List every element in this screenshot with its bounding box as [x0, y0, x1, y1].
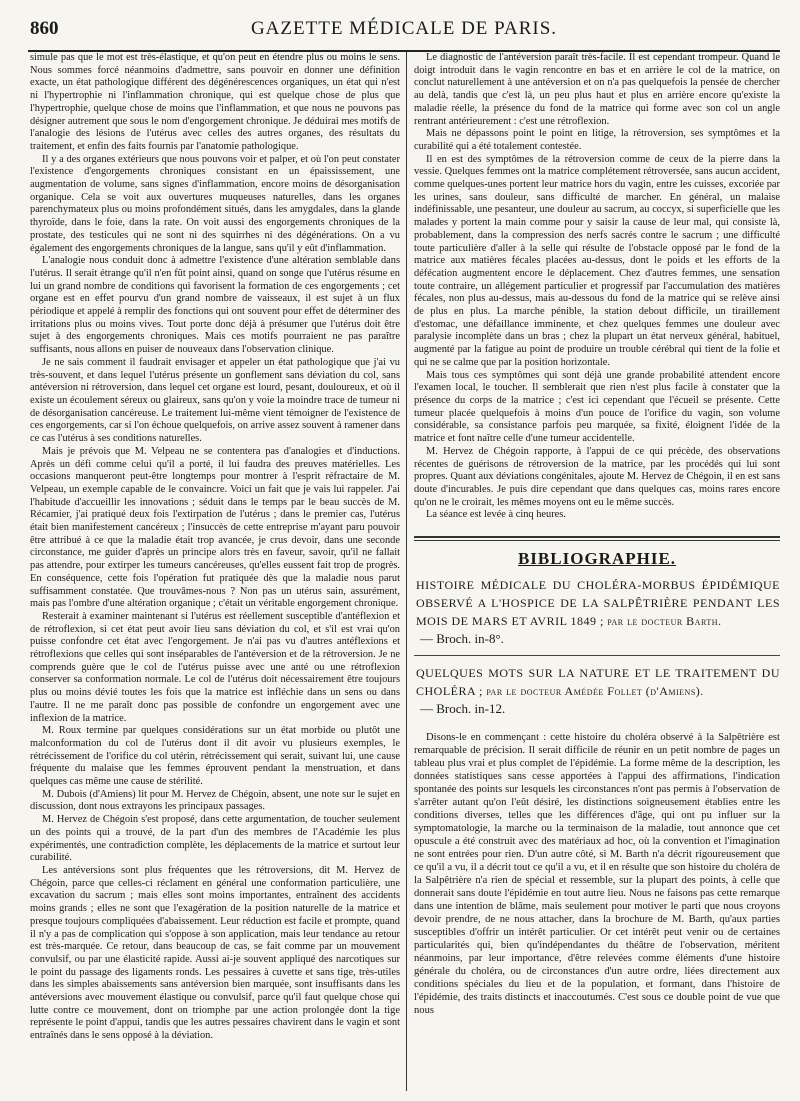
right-column	[414, 52, 780, 1095]
journal-title: GAZETTE MÉDICALE DE PARIS.	[250, 18, 558, 39]
entry-title: QUELQUES MOTS SUR LA NATURE ET LE TRAITEMENT DU CHOLÉRA ; par le docteur Amédée Follet (d'Amiens).	[416, 665, 780, 698]
paragraph: Mais ne dépassons point le point en litige, la rétroversion, ses symptômes et la curabilité qui a été totalement contestée.	[414, 128, 780, 152]
bibliography-entry	[414, 664, 780, 717]
entry-format: — Broch. in-12.	[420, 700, 506, 716]
left-column	[30, 52, 400, 1095]
bibliography-review	[414, 731, 780, 1017]
paragraph: M. Hervez de Chégoin s'est proposé, dans cette argumentation, de toucher seulement un des points qui a trouvé, de la part d'un des membres de l'Académie les plus expérimentés, une contradiction complète, les déplacements de la matrice et surtout leur curabilité.	[30, 814, 400, 864]
paragraph: simule pas que le mot est très-élastique, et qu'on peut en étendre plus ou moins le sens. Nous sommes forcé néanmoins d'admettre, sans pouvoir en donner une définition exacte, un état pathologique différent des dégénérescences organiques, un état qui n'est ni l'hypertrophie ni l'inflammation chronique, qui est quelque chose de plus que l'hypertrophie, quelque chose de moins que l'inflammation, et que nous ne pouvons pas désigner autrement que sous le nom d'engorgement chronique. Je déduirai mes motifs de l'analogie des lésions de l'utérus avec celles des autres organes, des résultats du traitement, et enfin des faits fournis par l'anatomie pathologique.	[30, 52, 400, 152]
session-closing: La séance est levée à cinq heures.	[426, 509, 566, 521]
entry-format: — Broch. in-8°.	[420, 630, 504, 646]
paragraph: Les antéversions sont plus fréquentes que les rétroversions, dit M. Hervez de Chégoin, parce que celles-ci réclament en général une conformation particulière, une excavation du sacrum ; mais elles sont moins importantes, entraînent des accidents moins grands ; elles ne sont que l'exagération de la position naturelle de la matrice et presque toujours compliquées d'abaissement. Leur réduction est facile et prompte, quand il n'y a pas de complication qui s'oppose à son application, mais leur tendance au retour est très-marquée. Ce retour, dans beaucoup de cas, se fait comme par un mouvement convulsif, ou par une élasticité rapide. Aussi ai-je souvent appliqué des narcotiques sur le point du passage des ligaments ronds. Les pessaires à cuvette et sans tige, très-utiles dans les simples abaissements sans antéversion bien marquée, sont insuffisants dans les antéversions avec mouvement élastique ou convulsif, parce qu'il faut quelque chose qui lutte contre ce mouvement, dont on triomphe par une action prolongée dont la tige représente le point d'appui, tandis que les autres pessaires chavirent dans le vagin et sont entraînés dans le sens opposé à la déviation.	[30, 865, 400, 1042]
paragraph: M. Hervez de Chégoin rapporte, à l'appui de ce qui précède, des observations récentes de guérisons de rétroversion de la matrice, par les procédés qui lui sont propres. Quant aux déviations congénitales, ajoute M. Hervez de Chégoin, il en est sans doute d'incurables. Je puis dire cependant que dans quelques cas, moins rares encore qu'on ne le croirait, les mêmes moyens ont eu le même succès.	[414, 445, 780, 508]
paragraph: M. Roux termine par quelques considérations sur un état morbide ou plutôt une malconformation du col de l'utérus dont il dit avoir vu plusieurs exemples, le rétrécissement de l'orifice du col utérin, rétrécissement qui serait, suivant lui, une cause fréquente du malaise que les femmes éprouvent pendant la menstruation, et dans quelques cas même une cause de stérilité.	[30, 725, 400, 788]
paragraph: Mais tous ces symptômes qui sont déjà une grande probabilité attendent encore l'examen local, le toucher. Il semblerait que rien n'est plus facile à constater que la présence du corps de la matrice ; c'est ici cependant que l'écueil se présente. Cette tumeur placée quelquefois à moins d'un pouce de l'orifice du vagin, son volume considérable, sa consistance parfois peu marquée, sa fixité, éloignent l'idée de la matrice et font naître celle d'une tumeur accidentelle.	[414, 369, 780, 445]
paragraph: M. Dubois (d'Amiens) lit pour M. Hervez de Chégoin, absent, une note sur le sujet en discussion, dont nous extrayons les principaux passages.	[30, 788, 400, 813]
bibliography-entry	[414, 576, 780, 647]
entry-divider	[414, 655, 780, 656]
entry-title: HISTOIRE MÉDICALE DU CHOLÉRA-MORBUS ÉPIDÉMIQUE OBSERVÉ A L'HOSPICE DE LA SALPÊTRIÈRE PENDANT LES MOIS DE MARS ET AVRIL 1849 ; par le docteur Barth.	[416, 577, 780, 628]
paragraph: Je ne sais comment il faudrait envisager et appeler un état pathologique que j'ai vu très-souvent, et dans lequel l'utérus présente un gonflement sans déviation du col, sans antéversion ni rétroversion, dans lequel cet organe est lourd, pesant, douloureux, et où il existe un écoulement séreux ou glaireux, sans qu'on y voie la moindre trace de tumeur ni de désorganisation cancéreuse. Le traitement lui-même vient témoigner de l'existence de ces engorgements, car si l'on échoue quelquefois, on arrive assez souvent à ramener dans ce cas l'utérus à ses conditions naturelles.	[30, 356, 400, 445]
column-divider	[406, 52, 407, 1091]
section-separator	[414, 536, 780, 541]
paragraph: Il y a des organes extérieurs que nous pouvons voir et palper, et où l'on peut constater l'existence d'engorgements chroniques consistant en un épaississement, une augmentation de volume, sans signes d'inflammation, encore moins de désorganisation organique. Cela se voit aux ouvertures muqueuses naturelles, dans les organes parenchymateux plus ou moins profondément situés, dans les amygdales, dans la glande thyroïde, dans le foie, dans la rate. On voit aussi des engorgements chroniques de la prostate, des testicules qui ne sont ni des squirrhes ni des dégénérations. On a vu également des engorgements chroniques de la langue, sans qu'il y eût d'inflammation.	[30, 153, 400, 254]
paragraph: Mais je prévois que M. Velpeau ne se contentera pas d'analogies et d'inductions. Après un défi comme celui qu'il a porté, il lui faudra des preuves matérielles. Les occasions manqueront peut-être longtemps pour montrer à l'esprit réfractaire de M. Velpeau, un exemple capable de le convaincre. Voici un fait que je vais lui rappeler. J'ai l'habitude d'accueillir les innovations ; séduit dans le temps par le beau succès de M. Récamier, j'ai pratiqué deux fois l'extirpation de l'utérus ; dans le premier cas, l'utérus était bien manifestement cancéreux ; l'insuccès de cette entreprise m'ayant paru pouvoir être attribué à ce que la maladie était trop avancée, je crus devoir, dans une seconde circonstance, me guider d'après un principe alors très en faveur, savoir, qu'il ne fallait pas attendre, pour extirper les tumeurs cancéreuses, qu'elles eussent fait trop de progrès. En conséquence, cette fois l'opération fut pratiquée dès que la maladie nous parut suffisamment constatée. Que trouvâmes-nous ? Non pas un utérus sain, assurément, mais pas l'ombre d'une altération organique ; c'était un véritable engorgement chronique.	[30, 445, 400, 610]
page-header	[28, 10, 780, 52]
paragraph: Disons-le en commençant : cette histoire du choléra observé à la Salpêtrière est remarquable de précision. Il serait difficile de réunir en un petit nombre de pages un tableau plus vrai et plus complet de l'épidémie. La forme même de la description, les données statistiques sans cesse apportées à l'appui des affirmations, l'indication spontanée des points sur lesquels les circonstances n'ont pas permis à l'observation de s'arrêter autant qu'on l'eût désiré, les distinctions soigneusement établies entre les conditions diverses, telles que les différences d'âge, qui ont pu influer sur la symptomatologie, la marche ou la terminaison de la maladie, tout annonce que cet opuscule a été construit avec des matériaux ad hoc, où la convention et l'imagination ne sont entrées pour rien. D'un autre côté, si M. Barth n'a décrit rigoureusement que ce qu'il a vu, il a décrit tout ce qu'il a vu, et il en résulte que son histoire du choléra de la Salpêtrière n'a rien de spécial et ressemble, sur la plupart des points, à celle que donnerait sans doute l'épidémie en tout autre lieu. Nous ne faisons pas cette remarque dans une intention de blâme, mais seulement pour motiver le parti que nous croyons devoir prendre, de ne nous attacher, dans la brochure de M. Barth, qu'aux parties susceptibles d'offrir un intérêt particulier. Or cet intérêt peut venir ou de certaines particularités qui, bien qu'indépendantes du théâtre de l'observation, méritent néanmoins, par leur importance, d'être relevées comme éléments d'une histoire générale du choléra, ou de circonstances d'un autre ordre, liées directement aux conditions spéciales du lieu et de la population, et formant, dans l'histoire de l'épidémie, des traits distincts et inaccoutumés. C'est sous ce double point de vue que nous	[414, 731, 780, 1016]
paragraph: L'analogie nous conduit donc à admettre l'existence d'une altération semblable dans l'utérus. Il serait étrange qu'il n'en fût point ainsi, quand on songe que l'utérus résume en lui un grand nombre de conditions qui favorisent la formation de ces engorgements ; cet organe est en effet pourvu d'un grand nombre de vaisseaux, il est sujet à un flux périodique et appelé à remplir des fonctions qui ont souvent pour effet de déterminer des irritations plus ou moins vives. Tout porte donc déjà à présumer que l'utérus doit être sujet à des engorgements chroniques. Mais ces motifs pourraient ne pas paraître suffisants, nous allons en puiser de nouveaux dans l'observation clinique.	[30, 255, 400, 356]
bibliography-heading: BIBLIOGRAPHIE.	[517, 549, 677, 569]
page-number: 860	[30, 18, 59, 39]
paragraph: Resterait à examiner maintenant si l'utérus est réellement susceptible d'antéflexion et de rétroflexion, si cet état peut avoir lieu sans déviation du col, et s'il est vrai qu'on puisse confondre cet état avec l'engorgement. Je n'ai pas vu d'autres antéflexions et rétroflexions que celles qui sont inséparables de l'antéversion et de la rétroversion. Je ne comprends guère que le col de l'utérus puisse avec une anté ou une rétroflexion conserver sa conformation normale. Le col de l'utérus doit nécessairement être toujours plus ou moins dévié toutes les fois que la matrice est infléchie dans un sens ou dans l'autre. Il ne me paraît donc pas possible de confondre un engorgement avec une inflexion de la matrice.	[30, 610, 400, 724]
paragraph: Il en est des symptômes de la rétroversion comme de ceux de la pierre dans la vessie. Quelques femmes ont la matrice complétement rétroversée, sans aucun accident, comme quelques-unes portent leur matrice hors du vagin, entre les cuisses, excoriée par les urines, sans douleur, sans difficulté de marcher. En général, un malaise indéfinissable, une pesanteur, une douleur au sacrum, au coccyx, si superficielle que les malades y portent la main comme pour y saisir la cause de leur mal, qui consiste là, probablement, dans la compression des nerfs sacrés contre le sacrum ; une difficulté toute particulière d'aller à la selle qui résulte de l'obstacle opposé par le fond de la matrice aux matières fécales placées au-dessus, dont le poids et les efforts de la défécation augmentent encore le déplacement. Chez d'autres femmes, une sensation toute contraire, un allégement particulier et progressif par l'accumulation des matières fécales, non plus au-dessus, mais au-dessous du fond de la matrice qui se relève ainsi de plus en plus. La marche pénible, la station debout difficile, un tiraillement d'estomac, une défaillance imminente, et chez quelques femmes une douleur avec paralysie incomplète dans un bras ; chez la plupart un état nerveux général, habituel, augmenté par la fatigue au point de produire un trouble cérébral qui tient de la folie et qui ne se calme que par la position horizontale.	[414, 153, 780, 368]
paragraph: Le diagnostic de l'antéversion paraît très-facile. Il est cependant trompeur. Quand le doigt introduit dans le vagin rencontre en bas et en arrière le col de la matrice, on conclut naturellement à une antéversion et on n'a pas quelquefois la pensée de chercher au delà, tandis que c'est là, un peu plus haut et plus en arrière encore qu'existe la maladie réelle, la présence du fond de la matrice qui forme avec son col un angle rentrant antérieurement : c'est une rétroflexion.	[414, 52, 780, 127]
